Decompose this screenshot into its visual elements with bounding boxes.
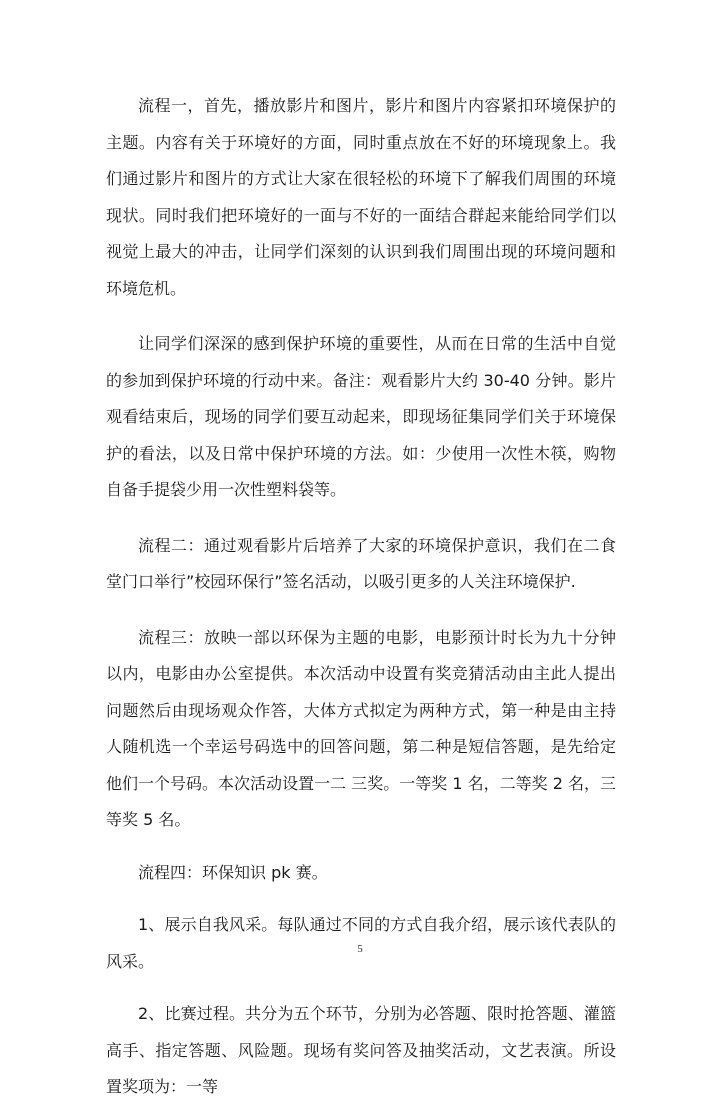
paragraph-process-two: 流程二：通过观看影片后培养了大家的环境保护意识，我们在二食堂门口举行”校园环保行”签名活动，以吸引更多的人关注环境保护.: [106, 535, 616, 591]
paragraph-item-two: 2、比赛过程。共分为五个环节，分别为必答题、限时抢答题、灌篮高手、指定答题、风险题。现场有奖问答及抽奖活动，文艺表演。所设置奖项为：一等: [106, 1004, 616, 1096]
paragraph-process-three: 流程三：放映一部以环保为主题的电影，电影预计时长为九十分钟以内，电影由办公室提供。本次活动中设置有奖竞猜活动由主此人提出问题然后由现场观众作答，大体方式拟定为两种方式，第一种是由主持人随机选一个幸运号码选中的回答问题，第二种是短信答题，是先给定他们一个号码。本次活动设置一二 三奖。一等奖 1 名，二等奖 2 名，三等奖 5 名。: [106, 627, 616, 829]
paragraph-gap: [106, 980, 616, 996]
page-number: 5: [357, 943, 363, 955]
paragraph-gap: [106, 839, 616, 855]
paragraph-gap: [106, 509, 616, 528]
paragraph-process-one: 流程一，首先，播放影片和图片，影片和图片内容紧扣环境保护的主题。内容有关于环境好的方面，同时重点放在不好的环境现象上。我们通过影片和图片的方式让大家在很轻松的环境下了解我们周围的环境现状。同时我们把环境好的一面与不好的一面结合群起来能给同学们以视觉上最大的冲击，让同学们深刻的认识到我们周围出现的环境问题和环境危机。: [106, 96, 616, 298]
paragraph-gap: [106, 891, 616, 907]
paragraph-gap: [106, 307, 616, 326]
paragraph-gap: [106, 601, 616, 620]
paragraph-process-four: 流程四：环保知识 pk 赛。: [138, 862, 328, 882]
paragraph-item-one: 1、展示自我风采。每队通过不同的方式自我介绍，展示该代表队的风采。: [106, 915, 616, 971]
paragraph-importance: 让同学们深深的感到保护环境的重要性，从而在日常的生活中自觉的参加到保护环境的行动中来。备注：观看影片大约 30-40 分钟。影片观看结束后，现场的同学们要互动起来，即现场征集同学们关于环境保护的看法，以及日常中保护环境的方法。如：少使用一次性木筷，购物自备手提袋少用一次性塑料袋等。: [106, 334, 616, 499]
